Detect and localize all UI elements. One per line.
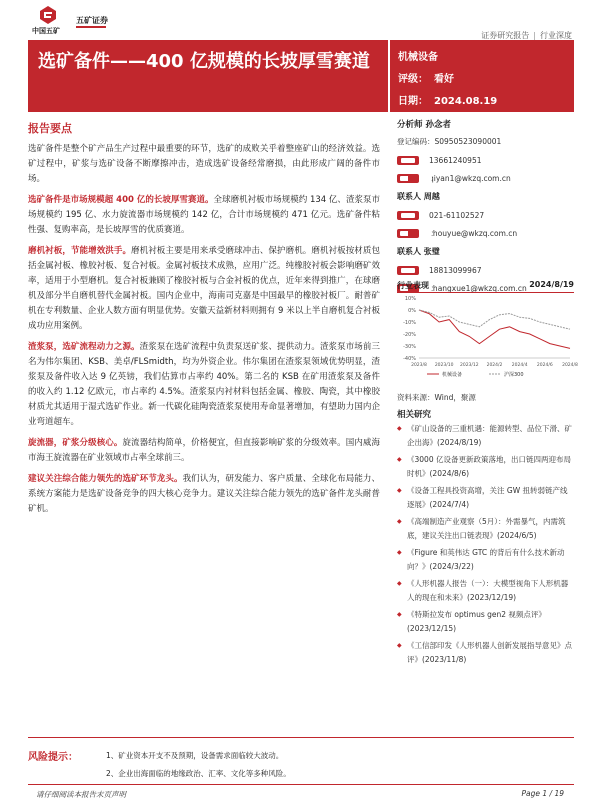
rating-value: 看好 [434,74,454,85]
phone-icon [397,156,419,165]
page-number: Page 1 / 19 [521,789,564,798]
phone-number: 13661240951 [429,155,482,165]
paragraph-highlight: 渣浆泵，选矿流程动力之源。 [28,342,140,352]
summary-paragraph [28,340,380,430]
chart-svg [397,294,578,380]
email-row [397,171,574,185]
related-research-heading: 相关研究 [397,410,432,420]
phone-row [397,263,574,277]
phone-row [397,153,574,167]
securities-name: 五矿证券 [76,16,108,25]
series-line [419,310,570,329]
footer-divider [28,784,574,785]
y-tick-label: -40% [403,356,416,362]
title-band [28,40,388,112]
related-research-item[interactable]: ◆ 《设备工程具投资高增，关注 GW 扭转弱链产线逐展》(2024/7/4) [397,484,574,512]
registration-number: 登记编码：S0950523090001 [397,137,502,146]
section-title: 报告要点 [28,122,72,135]
paragraph-text: 旋流器结构简单，价格便宜，但直接影响矿浆的分级效率。国内威海市海王旋流器在矿业领域市占率全球前三。 [28,438,380,463]
logo-mark-icon [40,6,56,24]
related-research-item[interactable]: ◆ 《Figure 和英伟达 GTC 的背后有什么技术新动向？》(2024/3/22) [397,546,574,574]
company-name: 中国五矿 [32,27,60,35]
contact-title: 联系人 张璧 [397,247,440,256]
phone-icon [397,266,419,275]
x-tick-label: 2023/8 [411,363,427,368]
analyst-panel [397,118,574,299]
date-label: 日期： [398,96,428,107]
x-tick-label: 2023/12 [459,363,479,368]
date-row [398,92,497,107]
rating-row [398,70,454,85]
phone-number: 021-61102527 [429,210,485,220]
paragraph-highlight: 磨机衬板，节能增效洪手。 [28,246,132,256]
info-band [390,40,574,112]
report-category: 行业深度 [540,31,572,40]
chart-source: 资料来源：Wind，聚源 [397,393,476,402]
y-tick-label: -30% [403,344,416,350]
y-tick-label: 0% [408,308,416,314]
footer-disclaimer: 请仔细阅读本报告末页声明 [36,790,126,799]
email-icon [397,174,419,183]
risk-divider [28,737,574,738]
industry-performance-chart [397,280,578,380]
x-tick-label: 2023/10 [434,363,454,368]
paragraph-highlight: 选矿备件是市场规模超 400 亿的长坡厚雪赛道。 [28,195,214,205]
report-type: 证券研究报告 [481,31,530,40]
paragraph-text: 磨机衬板主要是用来承受磨球冲击、保护磨机。磨机衬板按材质包括金属衬板、橡胶衬板、复合衬板。金属衬板技术成熟，应用广泛。纯橡胶衬板会影响磨矿效率，适用于小型磨机。复合衬板兼顾了橡胶衬板与合金衬板的优点，近年来得到推广，在球磨机及部分半自磨机替代金属衬板。国内企业中，海南司克嘉是中国最早的橡胶衬板厂。耐普矿机在专利数量、企业人数方面有明显优势。安徽天益新材料则拥有 9 米以上半自磨机复合衬板成功应用案例。 [28,246,380,331]
x-tick-label: 2024/8 [562,363,578,368]
paragraph-highlight: 旋流器，矿浆分级核心。 [28,438,123,448]
chart-header-line [397,292,574,293]
series-line [419,310,570,348]
logo-underline [76,26,106,28]
phone-icon [397,211,419,220]
email-address[interactable]: qiyan1@wkzq.com.cn [429,173,511,183]
risk-item: 1、矿业资本开支不及预期，设备需求面临较大波动。 [106,751,284,760]
phone-row [397,208,574,222]
summary-paragraph [28,142,380,187]
rating-label: 评级： [398,74,428,85]
related-research-item[interactable]: ◆ 《高端制造产业观察（5月）：外需暴气，内需筑底，建议关注出口链表现》(2024/6/5) [397,515,574,543]
related-research-list [397,422,574,670]
phone-number: 18813099967 [429,265,482,275]
y-tick-label: 10% [404,296,416,302]
contact-title: 联系人 周越 [397,192,440,201]
summary-paragraph [28,472,380,517]
email-row [397,226,574,240]
related-research-item[interactable]: ◆ 《矿山设备的三重机遇：能源转型、品位下滑、矿企出海》(2024/8/19) [397,422,574,450]
risk-title: 风险提示： [28,752,78,763]
analyst-heading: 分析师 孙念者 [397,120,451,130]
paragraph-text: 选矿备件是整个矿产品生产过程中最重要的环节，选矿的成败关乎着整座矿山的经济效益。选矿过程中，矿浆与选矿设备不断摩擦冲击，造成选矿设备经常磨损，由此形成广阔的备件市场。 [28,144,380,184]
email-address[interactable]: zhouyue@wkzq.com.cn [429,228,518,238]
report-summary [28,118,380,523]
risk-item: 2、企业出海面临的地缘政治、汇率、文化等多种风险。 [106,769,291,778]
related-research-item[interactable]: ◆ 《特斯拉发布 optimus gen2 视频点评》(2023/12/15) [397,608,574,636]
y-tick-label: -20% [403,332,416,338]
date-value: 2024.08.19 [434,96,498,107]
legend-label: 机械设备 [442,372,463,378]
x-tick-label: 2024/2 [486,363,503,368]
report-title: 选矿备件——400 亿规模的长坡厚雪赛道 [38,51,370,72]
paragraph-highlight: 建议关注综合能力领先的选矿环节龙头。 [28,474,183,484]
email-icon [397,229,419,238]
company-logo [30,6,140,36]
chart-date: 2024/8/19 [529,280,574,289]
x-tick-label: 2024/4 [511,363,528,368]
industry-name: 机械设备 [398,52,438,63]
y-tick-label: -10% [403,320,416,326]
x-tick-label: 2024/6 [536,363,553,368]
summary-paragraph [28,244,380,334]
related-research-item[interactable]: ◆ 《工信部印发《人形机器人创新发展指导意见》点评》(2023/11/8) [397,639,574,667]
chart-title: 行业表现 [397,281,429,290]
paragraph-text: 全球磨机衬板市场规模约 134 亿、渣浆泵市场规模约 195 亿、水力旋流器市场规模约 142 亿，合计市场规模约 471 亿元。选矿备件粘性强、复购率高，是长坡厚雪的优质赛道。 [28,195,380,235]
related-research-item[interactable]: ◆ 《人形机器人报告（一）：大模型视角下人形机器人的现在和未来》(2023/12/19) [397,577,574,605]
related-research-item[interactable]: ◆ 《3000 亿设备更新政策落地，出口链四两迎布局时机》(2024/8/6) [397,453,574,481]
email-address[interactable]: zhangxue1@wkzq.com.cn [429,283,527,293]
separator: | [533,31,536,40]
summary-paragraph [28,193,380,238]
summary-paragraph [28,436,380,466]
paragraph-text: 我们认为，研发能力、客户质量、全球化布局能力、系统方案能力是选矿设备竞争的四大核心竞争力。建议关注综合能力领先的选矿备件龙头耐普矿机。 [28,474,380,514]
legend-label: 沪深300 [504,372,524,378]
chart-header [397,280,574,291]
paragraph-text: 渣浆泵在选矿流程中负责泵送矿浆、提供动力。渣浆泵市场前三名为伟尔集团、KSB、美卓/FLSmidth，均为外资企业。伟尔集团在渣浆泵领域优势明显，渣浆泵及备件收入达 9 亿英镑，我们估算市占率约 40%。第二名的 KSB 在矿用渣浆泵及备件的收入约 1.12 亿欧元，市占率约 4.5%。渣浆泵内衬材料包括金属、橡胶、陶瓷，其中橡胶材质尤其适用于湿式选矿作业。新一代碳化硅陶瓷渣浆泵使用寿命显著增加，有望助力国内企业弯道超车。 [28,342,380,427]
